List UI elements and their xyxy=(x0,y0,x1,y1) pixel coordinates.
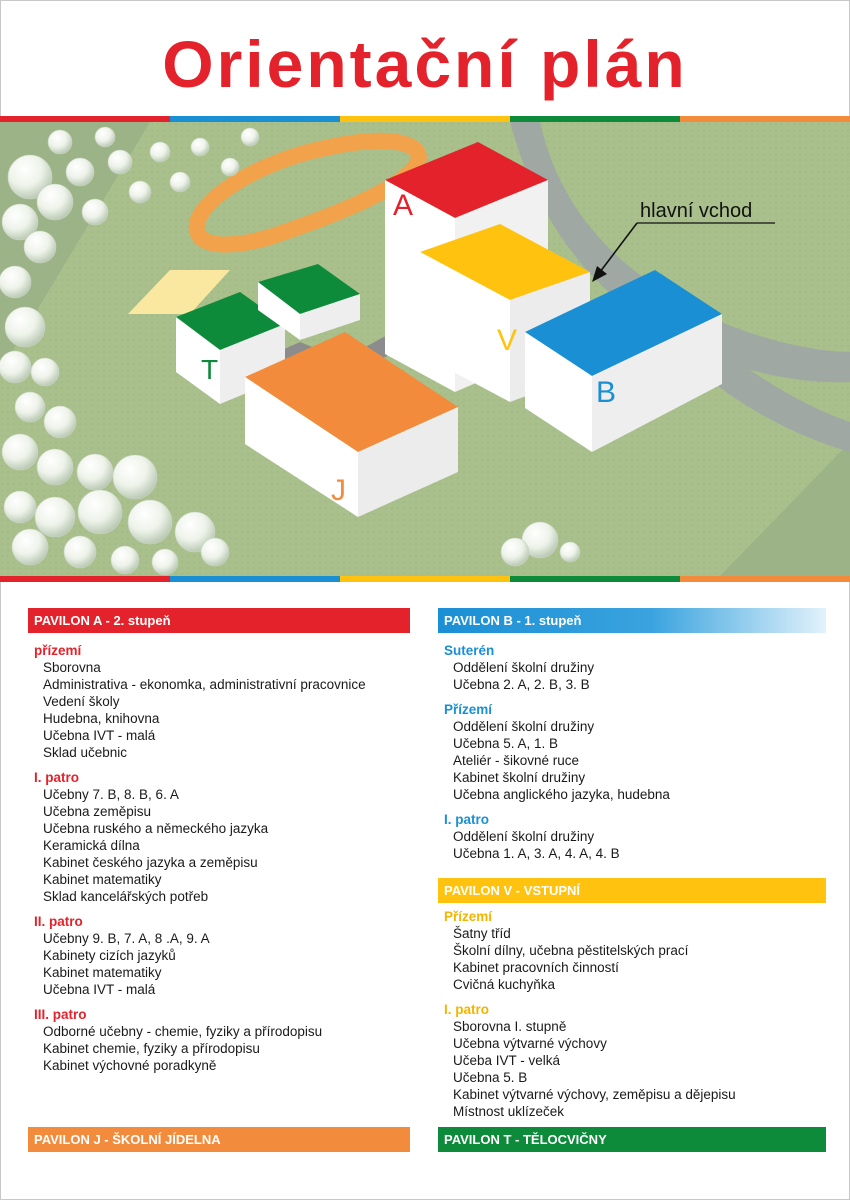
list-item: Kabinet školní družiny xyxy=(453,770,586,785)
list-item: Učebna zeměpisu xyxy=(43,804,152,819)
list-item: Učebna anglického jazyka, hudebna xyxy=(453,787,670,802)
pavilion-a-section-ground xyxy=(28,642,400,761)
list-item: Sborovna I. stupně xyxy=(453,1019,567,1034)
pavilion-b-section-floor-1 xyxy=(438,811,826,862)
pavilion-b-header: PAVILON B - 1. stupeň xyxy=(438,608,826,633)
map-letter-j: J xyxy=(331,474,346,507)
list-item: Učebna 2. A, 2. B, 3. B xyxy=(453,677,590,692)
section-heading: I. patro xyxy=(444,1002,490,1017)
list-item: Místnost uklízeček xyxy=(453,1104,565,1119)
pavilion-v-header: PAVILON V - VSTUPNÍ xyxy=(438,878,826,903)
pavilion-v-section-floor-1 xyxy=(438,1001,826,1120)
entrance-label: hlavní vchod xyxy=(640,200,753,222)
list-item: Šatny tříd xyxy=(453,926,511,941)
map-letter-a: A xyxy=(393,189,414,222)
list-item: Učebna 5. A, 1. B xyxy=(453,736,559,751)
list-item: Administrativa - ekonomka, administrativní pracovnice xyxy=(43,677,366,692)
section-heading: I. patro xyxy=(444,812,490,827)
pavilion-b-section-basement xyxy=(438,642,826,693)
list-item: Učebna výtvarné výchovy xyxy=(453,1036,607,1051)
section-heading: Přízemí xyxy=(444,702,493,717)
list-item: Kabinet matematiky xyxy=(43,965,162,980)
list-item: Kabinet pracovních činností xyxy=(453,960,619,975)
list-item: Učebna 1. A, 3. A, 4. A, 4. B xyxy=(453,846,620,861)
list-item: Ateliér - šikovné ruce xyxy=(453,753,580,768)
list-item: Kabinet matematiky xyxy=(43,872,162,887)
map-letter-t: T xyxy=(201,354,219,385)
list-item: Učebna ruského a německého jazyka xyxy=(43,821,269,836)
section-heading: I. patro xyxy=(34,770,80,785)
list-item: Učebny 7. B, 8. B, 6. A xyxy=(43,787,179,802)
list-item: Oddělení školní družiny xyxy=(453,829,595,844)
list-item: Učebny 9. B, 7. A, 8 .A, 9. A xyxy=(43,931,210,946)
list-item: Učebna IVT - malá xyxy=(43,728,156,743)
pavilion-a-section-floor-3 xyxy=(28,1006,400,1074)
list-item: Sborovna xyxy=(43,660,101,675)
section-heading: III. patro xyxy=(34,1007,87,1022)
pavilion-b-panel xyxy=(438,608,826,862)
list-item: Kabinet výchovné poradkyně xyxy=(43,1058,217,1073)
pavilion-a-section-floor-1 xyxy=(28,769,400,905)
list-item: Cvičná kuchyňka xyxy=(453,977,556,992)
school-map xyxy=(0,122,850,576)
list-item: Sklad kancelářských potřeb xyxy=(43,889,209,904)
list-item: Kabinet chemie, fyziky a přírodopisu xyxy=(43,1041,260,1056)
pavilion-j-header: PAVILON J - ŠKOLNÍ JÍDELNA xyxy=(28,1127,410,1152)
section-heading: přízemí xyxy=(34,643,82,658)
section-heading: Suterén xyxy=(444,643,495,658)
list-item: Oddělení školní družiny xyxy=(453,719,595,734)
pavilion-v-section-ground xyxy=(438,908,826,993)
color-stripe-bottom xyxy=(0,576,850,582)
list-item: Kabinet výtvarné výchovy, zeměpisu a dějepisu xyxy=(453,1087,736,1102)
list-item: Učeba IVT - velká xyxy=(453,1053,561,1068)
list-item: Školní dílny, učebna pěstitelských prací xyxy=(453,943,689,958)
pavilion-b-section-ground xyxy=(438,701,826,803)
map-letter-b: B xyxy=(596,376,617,409)
list-item: Hudebna, knihovna xyxy=(43,711,160,726)
list-item: Sklad učebnic xyxy=(43,745,128,760)
list-item: Odborné učebny - chemie, fyziky a přírodopisu xyxy=(43,1024,323,1039)
list-item: Kabinety cizích jazyků xyxy=(43,948,176,963)
map-letter-v: V xyxy=(497,324,518,357)
list-item: Keramická dílna xyxy=(43,838,140,853)
pavilion-t-header: PAVILON T - TĚLOCVIČNY xyxy=(438,1127,826,1152)
list-item: Oddělení školní družiny xyxy=(453,660,595,675)
pavilion-a-section-floor-2 xyxy=(28,913,400,998)
list-item: Učebna IVT - malá xyxy=(43,982,156,997)
pavilion-a-panel xyxy=(28,608,400,1074)
section-heading: Přízemí xyxy=(444,909,493,924)
page-title: Orientační plán xyxy=(162,27,688,101)
list-item: Vedení školy xyxy=(43,694,120,709)
list-item: Učebna 5. B xyxy=(453,1070,528,1085)
list-item: Kabinet českého jazyka a zeměpisu xyxy=(43,855,258,870)
pavilion-a-header: PAVILON A - 2. stupeň xyxy=(28,608,410,633)
pavilion-v-panel xyxy=(438,878,826,1120)
section-heading: II. patro xyxy=(34,914,83,929)
